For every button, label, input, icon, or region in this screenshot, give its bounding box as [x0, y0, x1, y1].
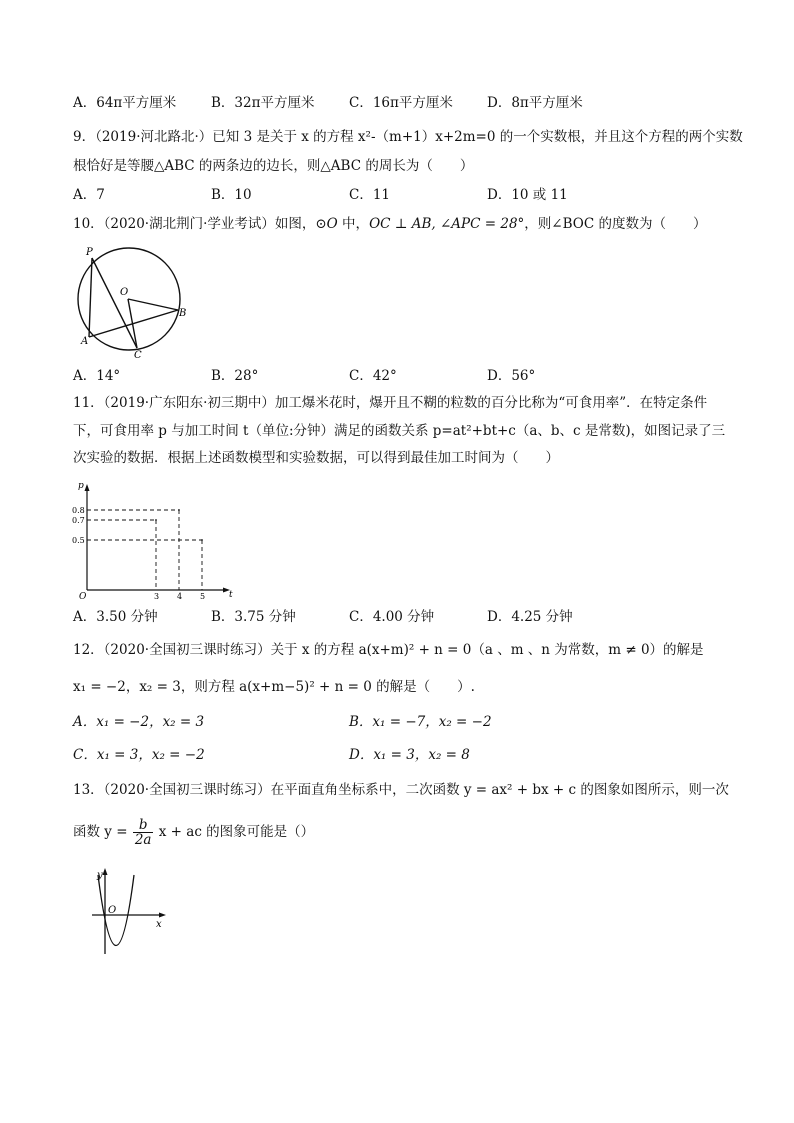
data-point [201, 539, 203, 541]
x-tick-label: 5 [200, 592, 206, 600]
q9-option-a[interactable]: A．7 [73, 187, 105, 203]
q9-option-c[interactable]: C．11 [349, 187, 391, 203]
q10-label-p: P [86, 247, 93, 258]
q10-circle-figure [70, 242, 188, 360]
q11-option-b[interactable]: B．3.75 分钟 [211, 609, 296, 625]
q12-option-b[interactable]: B．x₁ = −7，x₂ = −2 [349, 714, 492, 730]
q13-label-y: y [97, 870, 103, 881]
q10-condition: OC ⊥ AB, ∠APC = 28° [369, 216, 525, 232]
x-axis-label: t [229, 590, 233, 600]
q13-stem-line2 [73, 818, 314, 847]
q10-label-c: C [134, 350, 142, 360]
q10-option-a[interactable]: A．14° [73, 368, 121, 384]
q13-line2-suffix: x + ac 的图象可能是（） [158, 824, 315, 840]
q10-mid: 中， [337, 216, 370, 232]
q8-option-a[interactable]: A．64π平方厘米 [73, 95, 177, 111]
y-tick-label: 0.5 [72, 536, 85, 545]
q13-parabola-figure [88, 866, 170, 960]
q9-option-d[interactable]: D．10 或 11 [487, 187, 568, 203]
q11-option-c[interactable]: C．4.00 分钟 [349, 609, 435, 625]
q11-stem-line2: 下，可食用率 p 与加工时间 t（单位:分钟）满足的函数关系 p=at²+bt+c（a、b、c 是常数)，如图记录了三 [73, 423, 726, 439]
q11-stem-line1: 11．（2019·广东阳东·初三期中）加工爆米花时，爆开且不糊的粒数的百分比称为“可食用率”．在特定条件 [73, 395, 708, 411]
q10-label-b: B [179, 308, 187, 319]
q8-option-b[interactable]: B．32π平方厘米 [211, 95, 315, 111]
x-tick-label: 3 [154, 592, 160, 600]
q13-fraction [133, 818, 154, 847]
q10-label-a: A [81, 336, 89, 347]
q10-option-b[interactable]: B．28° [211, 368, 259, 384]
q12-option-d[interactable]: D．x₁ = 3，x₂ = 8 [349, 747, 470, 763]
q10-option-d[interactable]: D．56° [487, 368, 536, 384]
q10-prefix: 10．（2020·湖北荆门·学业考试）如图， [73, 216, 316, 232]
q10-circle: ⊙O [315, 216, 338, 232]
q11-stem-line3: 次实验的数据．根据上述函数模型和实验数据，可以得到最佳加工时间为（ ） [73, 450, 559, 466]
q13-label-o: O [108, 905, 117, 916]
origin-label: O [79, 592, 87, 600]
data-point [155, 519, 157, 521]
q13-fraction-denominator: 2a [134, 832, 152, 848]
q12-stem-line1: 12．（2020·全国初三课时练习）关于 x 的方程 a(x+m)² + n = 0（a 、m 、n 为常数，m ≠ 0）的解是 [73, 642, 704, 658]
q9-option-b[interactable]: B．10 [211, 187, 252, 203]
q11-option-a[interactable]: A．3.50 分钟 [73, 609, 158, 625]
q10-option-c[interactable]: C．42° [349, 368, 397, 384]
q11-option-d[interactable]: D．4.25 分钟 [487, 609, 573, 625]
q12-stem-line2: x₁ = −2，x₂ = 3，则方程 a(x+m−5)² + n = 0 的解是（ ）. [73, 679, 475, 695]
y-tick-label: 0.8 [72, 506, 85, 515]
q10-tail: ，则∠BOC 的度数为（ ） [524, 216, 707, 232]
q13-fraction-numerator: b [133, 818, 154, 833]
q13-label-x: x [156, 919, 162, 930]
data-point [178, 509, 180, 511]
q9-stem-line2: 根恰好是等腰△ABC 的两条边的边长，则△ABC 的周长为（ ） [73, 158, 474, 174]
q11-chart [70, 478, 240, 600]
q13-line2-prefix: 函数 y = [73, 824, 128, 840]
q13-stem-line1: 13．（2020·全国初三课时练习）在平面直角坐标系中，二次函数 y = ax² + bx + c 的图象如图所示，则一次 [73, 782, 729, 798]
q12-option-a[interactable]: A．x₁ = −2，x₂ = 3 [73, 714, 205, 730]
q9-stem-line1: 9．（2019·河北路北·）已知 3 是关于 x 的方程 x²-（m+1）x+2m=0 的一个实数根，并且这个方程的两个实数 [73, 129, 743, 145]
y-axis-arrow [85, 484, 90, 491]
q12-option-c[interactable]: C．x₁ = 3，x₂ = −2 [73, 747, 205, 763]
q8-option-d[interactable]: D．8π平方厘米 [487, 95, 583, 111]
q10-label-o: O [120, 287, 129, 298]
y-axis-label: p [78, 481, 84, 491]
q10-stem [73, 214, 706, 234]
x-tick-label: 4 [177, 592, 183, 600]
y-tick-label: 0.7 [72, 516, 85, 525]
q8-option-c[interactable]: C．16π平方厘米 [349, 95, 453, 111]
